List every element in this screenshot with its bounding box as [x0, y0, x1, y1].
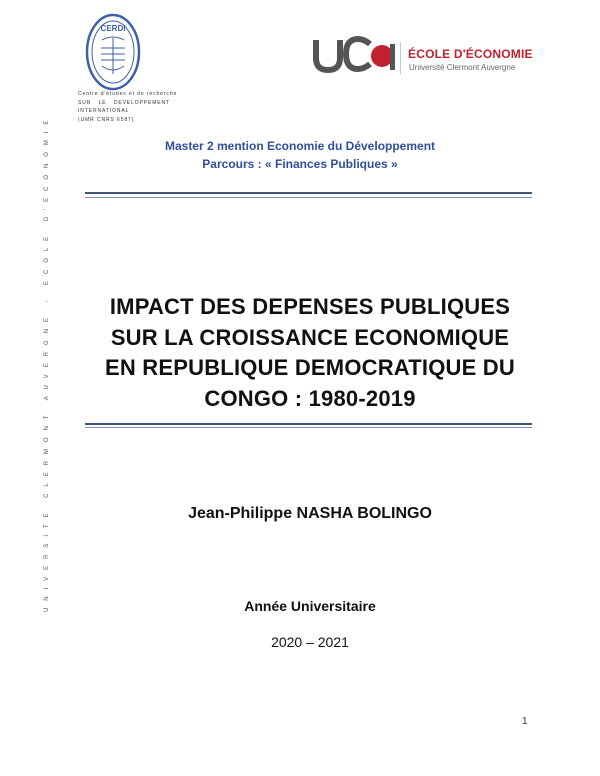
academic-year-label: Année Universitaire — [244, 598, 376, 614]
top-rule — [85, 192, 532, 194]
cerdi-line-1: Centre d'études et de recherche — [78, 91, 178, 97]
school-name: ÉCOLE D'ÉCONOMIE — [408, 47, 533, 61]
author-name: Jean-Philippe NASHA BOLINGO — [188, 505, 432, 522]
page-number: 1 — [522, 716, 528, 727]
title-line-2: SUR LA CROISSANCE ECONOMIQUE — [110, 325, 510, 350]
cerdi-caption — [78, 90, 178, 124]
parcours-line: Parcours : « Finances Publiques » — [202, 157, 398, 171]
svg-text:CERDI: CERDI — [100, 24, 126, 33]
bottom-rule-thin — [85, 427, 532, 428]
vertical-side-text: UNIVERSITE CLERMONT AUVERGNE - ECOLE D'ECONOMIE — [44, 113, 50, 612]
uca-separator — [400, 42, 401, 74]
university-name: Université Clermont Auvergne — [409, 63, 516, 72]
cerdi-line-3: INTERNATIONAL — [78, 108, 130, 114]
master-line: Master 2 mention Economie du Développement — [164, 139, 436, 153]
top-rule-thin — [85, 197, 532, 198]
bottom-rule — [85, 423, 532, 425]
title-line-4: CONGO : 1980-2019 — [204, 386, 416, 411]
uca-logo — [312, 34, 396, 74]
title-line-3: EN REPUBLIQUE DEMOCRATIQUE DU — [105, 355, 515, 380]
academic-year: 2020 – 2021 — [271, 634, 349, 650]
cerdi-line-4: (UMR CNRS 6587) — [78, 116, 135, 123]
title-line-1: IMPACT DES DEPENSES PUBLIQUES — [109, 294, 511, 319]
cerdi-logo — [84, 12, 142, 92]
cerdi-line-2: SUR LE DEVELOPPEMENT — [78, 99, 170, 106]
